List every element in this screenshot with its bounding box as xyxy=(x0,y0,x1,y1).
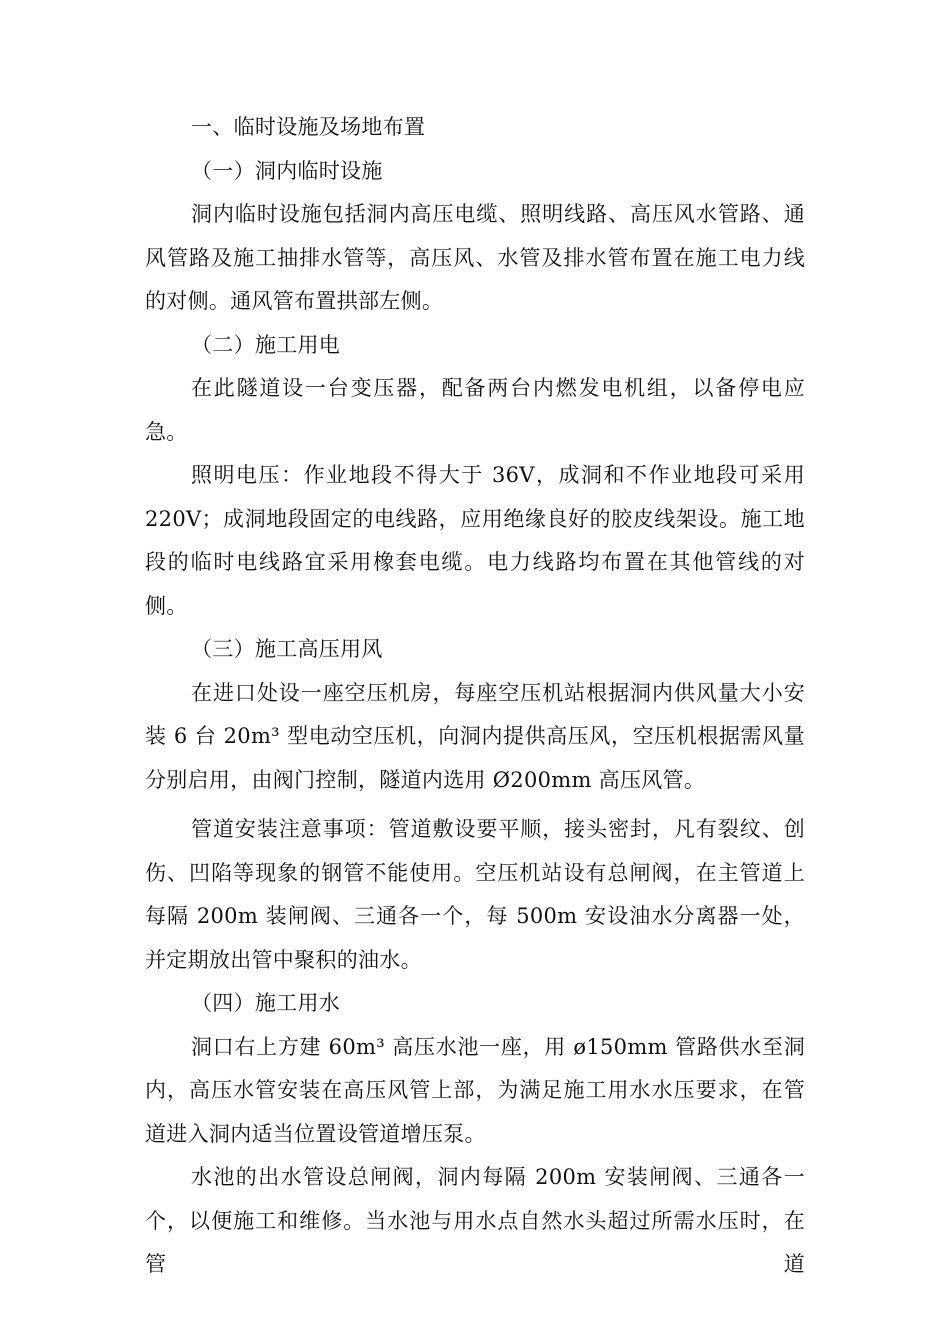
subsection-heading-4: （四）施工用水 xyxy=(191,991,341,1015)
paragraph-2-1: 在此隧道设一台变压器，配备两台内燃发电机组，以备停电应急。 xyxy=(145,376,805,444)
subsection-heading-3: （三）施工高压用风 xyxy=(191,637,383,661)
paragraph-3-2: 管道安装注意事项：管道敷设要平顺，接头密封，凡有裂纹、创伤、凹陷等现象的钢管不能使用。空压机站设有总闸阀，在主管道上每隔 200m 装闸阀、三通各一个，每 500m 安设油水分离器一处，并定期放出管中聚积的油水。 xyxy=(145,817,805,972)
paragraph-4-1: 洞口右上方建 60m³ 高压水池一座，用 ø150mm 管路供水至洞内，高压水管安装在高压风管上部，为满足施工用水水压要求，在管道进入洞内适当位置设管道增压泵。 xyxy=(145,1034,805,1146)
subsection-heading-1: （一）洞内临时设施 xyxy=(191,158,383,183)
paragraph-3-1: 在进口处设一座空压机房，每座空压机站根据洞内供风量大小安装 6 台 20m³ 型电动空压机，向洞内提供高压风，空压机根据需风量分别启用，由阀门控制，隧道内选用 Ø200mm 高压风管。 xyxy=(145,680,805,792)
paragraph-1-1: 洞内临时设施包括洞内高压电缆、照明线路、高压风水管路、通风管路及施工抽排水管等，高压风、水管及排水管布置在施工电力线的对侧。通风管布置拱部左侧。 xyxy=(145,202,805,313)
paragraph-4-2: 水池的出水管设总闸阀，洞内每隔 200m 安装闸阀、三通各一个，以便施工和维修。当水池与用水点自然水头超过所需水压时，在管道 xyxy=(145,1165,805,1276)
subsection-heading-2: （二）施工用电 xyxy=(191,332,341,357)
section-title: 一、临时设施及场地布置 xyxy=(191,115,426,139)
paragraph-2-2: 照明电压：作业地段不得大于 36V，成洞和不作业地段可采用220V；成洞地段固定的电线路，应用绝缘良好的胶皮线架设。施工地段的临时电线路宜采用橡套电缆。电力线路均布置在其他管线的对侧。 xyxy=(145,463,805,618)
